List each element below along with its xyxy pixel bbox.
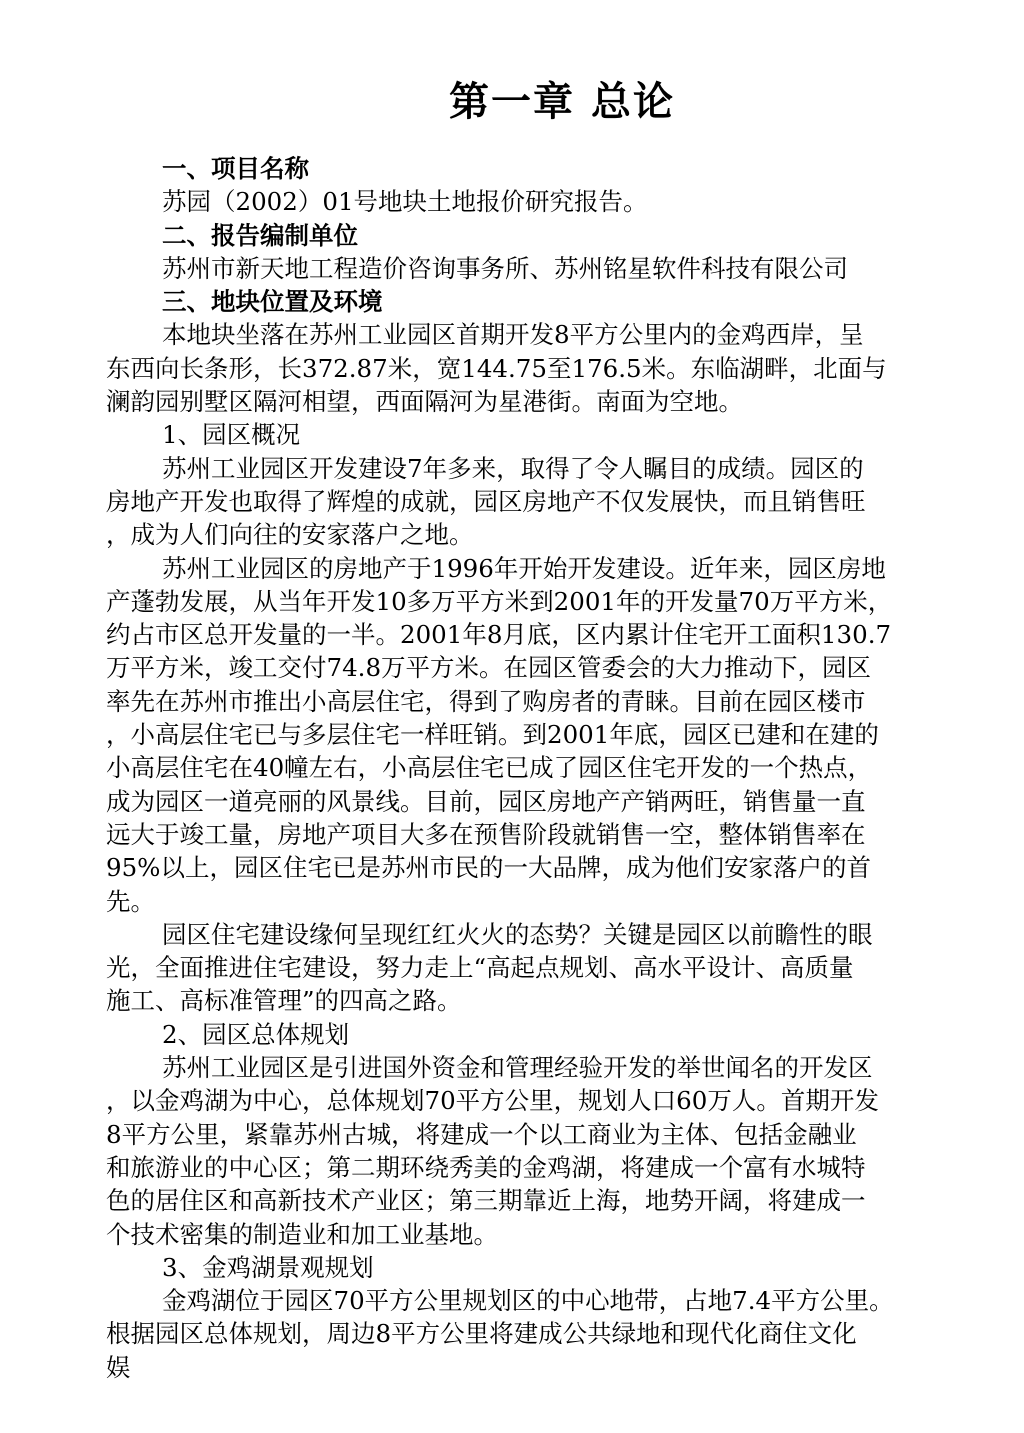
text-line: 苏州工业园区是引进国外资金和管理经验开发的举世闻名的开发区 (162, 1053, 873, 1083)
text-line: 东西向长条形，长372.87米，宽144.75至176.5米。东临湖畔，北面与 (106, 353, 887, 383)
text-line: 3、金鸡湖景观规划 (162, 1252, 374, 1282)
chapter-title: 第一章 总论 (449, 78, 675, 125)
text-line: 和旅游业的中心区；第二期环绕秀美的金鸡湖，将建成一个富有水城特 (106, 1152, 866, 1182)
text-line: 8平方公里，紧靠苏州古城，将建成一个以工商业为主体、包括金融业 (106, 1119, 857, 1149)
text-line: ，小高层住宅已与多层住宅一样旺销。到2001年底，园区已建和在建的 (106, 720, 879, 750)
text-line: 房地产开发也取得了辉煌的成就，园区房地产不仅发展快，而且销售旺 (106, 486, 866, 516)
text-line: 苏州工业园区开发建设7年多来，取得了令人瞩目的成绩。园区的 (162, 453, 864, 483)
text-line: 远大于竣工量，房地产项目大多在预售阶段就销售一空，整体销售率在 (106, 819, 866, 849)
text-line: 1、园区概况 (162, 420, 301, 450)
text-line: 小高层住宅在40幢左右，小高层住宅已成了园区住宅开发的一个热点， (106, 753, 873, 783)
text-line: 成为园区一道亮丽的风景线。目前，园区房地产产销两旺，销售量一直 (106, 786, 866, 816)
text-line: 苏州市新天地工程造价咨询事务所、苏州铭星软件科技有限公司 (162, 253, 848, 283)
text-line: 率先在苏州市推出小高层住宅，得到了购房者的青睐。目前在园区楼市 (106, 686, 866, 716)
text-line: 本地块坐落在苏州工业园区首期开发8平方公里内的金鸡西岸，呈 (162, 320, 864, 350)
text-line: 光，全面推进住宅建设，努力走上“高起点规划、高水平设计、高质量 (106, 953, 854, 983)
text-line: 产蓬勃发展，从当年开发10多万平方米到2001年的开发量70万平方米， (106, 586, 893, 616)
text-line: 先。 (106, 886, 155, 916)
text-line: 95%以上，园区住宅已是苏州市民的一大品牌，成为他们安家落户的首 (106, 853, 871, 883)
section-heading: 二、报告编制单位 (162, 220, 358, 250)
text-line: 金鸡湖位于园区70平方公里规划区的中心地带，占地7.4平方公里。 (162, 1286, 894, 1316)
text-line: 施工、高标准管理”的四高之路。 (106, 986, 462, 1016)
document-body (106, 152, 956, 1384)
text-line: 约占市区总开发量的一半。2001年8月底，区内累计住宅开工面积130.7 (106, 620, 892, 650)
text-line: 澜韵园别墅区隔河相望，西面隔河为星港街。南面为空地。 (106, 387, 743, 417)
text-line: 万平方米，竣工交付74.8万平方米。在园区管委会的大力推动下，园区 (106, 653, 872, 683)
text-line: 园区住宅建设缘何呈现红红火火的态势？关键是园区以前瞻性的眼 (162, 919, 873, 949)
text-line: 娱 (106, 1352, 131, 1382)
text-line: 苏州工业园区的房地产于1996年开始开发建设。近年来，园区房地 (162, 553, 886, 583)
text-line: 苏园（2002）01号地块土地报价研究报告。 (162, 187, 648, 217)
section-heading: 三、地块位置及环境 (162, 287, 383, 317)
text-line: ，成为人们向往的安家落户之地。 (106, 520, 474, 550)
section-heading: 一、项目名称 (162, 154, 309, 183)
text-line: 色的居住区和高新技术产业区；第三期靠近上海，地势开阔，将建成一 (106, 1186, 866, 1216)
text-line: 根据园区总体规划，周边8平方公里将建成公共绿地和现代化商住文化 (106, 1319, 857, 1349)
text-line: ，以金鸡湖为中心，总体规划70平方公里，规划人口60万人。首期开发 (106, 1086, 879, 1116)
text-line: 个技术密集的制造业和加工业基地。 (106, 1219, 498, 1249)
text-line: 2、园区总体规划 (162, 1019, 350, 1049)
